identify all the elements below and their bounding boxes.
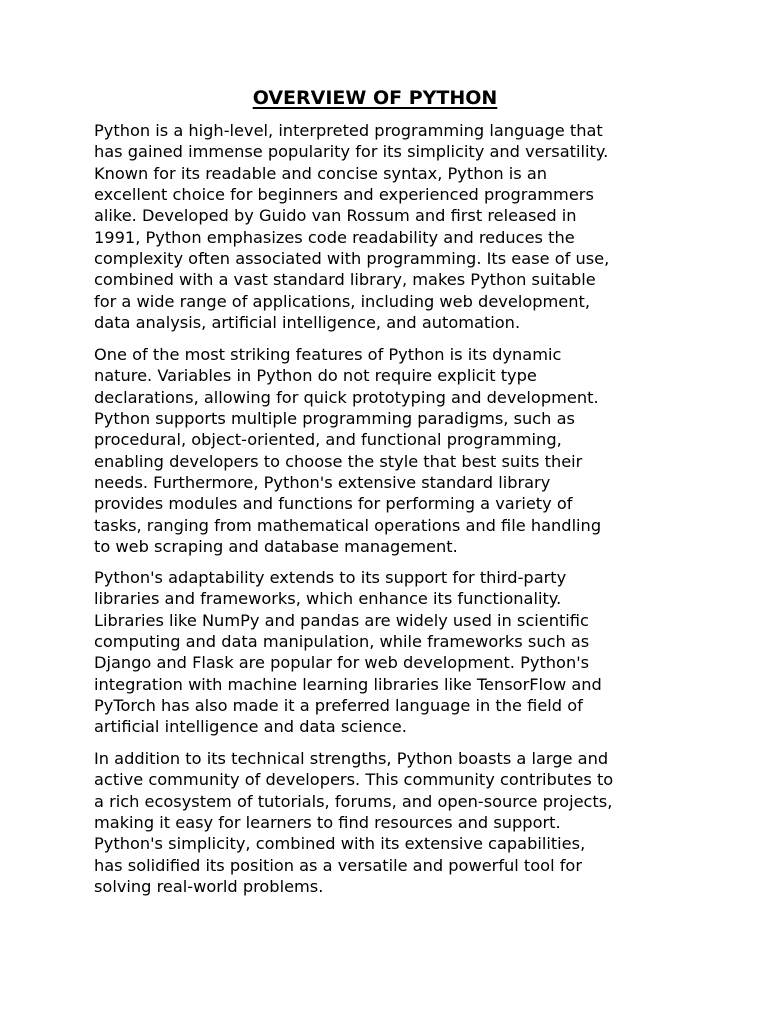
paragraph-line: to web scraping and database management. xyxy=(94,537,458,557)
paragraph-line: nature. Variables in Python do not require explicit type xyxy=(94,366,537,386)
paragraph-community xyxy=(94,748,694,897)
paragraph-line: Django and Flask are popular for web development. Python's xyxy=(94,653,590,673)
paragraph-line: a rich ecosystem of tutorials, forums, and open-source projects, xyxy=(94,791,613,811)
paragraph-line: procedural, object-oriented, and functional programming, xyxy=(94,430,562,450)
paragraph-line: needs. Furthermore, Python's extensive standard library xyxy=(94,473,551,493)
paragraph-line: computing and data manipulation, while frameworks such as xyxy=(94,632,590,652)
paragraph-dynamic-nature xyxy=(94,344,694,557)
paragraph-line: excellent choice for beginners and experienced programmers xyxy=(94,185,594,205)
paragraph-line: has gained immense popularity for its simplicity and versatility. xyxy=(94,142,609,162)
paragraph-line: complexity often associated with programming. Its ease of use, xyxy=(94,249,610,269)
paragraph-line: PyTorch has also made it a preferred language in the field of xyxy=(94,696,583,716)
paragraph-line: Python's adaptability extends to its support for third-party xyxy=(94,568,567,587)
paragraph-libraries xyxy=(94,567,694,738)
paragraph-line: declarations, allowing for quick prototyping and development. xyxy=(94,387,599,407)
paragraph-line: solving real-world problems. xyxy=(94,877,324,897)
paragraph-line: In addition to its technical strengths, Python boasts a large and xyxy=(94,749,609,768)
paragraph-line: has solidified its position as a versatile and powerful tool for xyxy=(94,855,582,875)
paragraph-line: Python supports multiple programming paradigms, such as xyxy=(94,409,575,429)
paragraph-line: One of the most striking features of Python is its dynamic xyxy=(94,345,562,364)
paragraph-line: enabling developers to choose the style that best suits their xyxy=(94,451,583,471)
paragraph-line: provides modules and functions for performing a variety of xyxy=(94,494,573,514)
document-title: OVERVIEW OF PYTHON xyxy=(252,87,498,109)
paragraph-line: artificial intelligence and data science. xyxy=(94,717,407,737)
paragraph-line: active community of developers. This community contributes to xyxy=(94,770,614,790)
paragraph-line: Python's simplicity, combined with its extensive capabilities, xyxy=(94,834,586,854)
paragraph-line: tasks, ranging from mathematical operations and file handling xyxy=(94,515,602,535)
paragraph-line: libraries and frameworks, which enhance its functionality. xyxy=(94,589,562,609)
paragraph-line: integration with machine learning libraries like TensorFlow and xyxy=(94,674,602,694)
paragraph-line: combined with a vast standard library, makes Python suitable xyxy=(94,270,596,290)
paragraph-line: making it easy for learners to find resources and support. xyxy=(94,813,561,833)
paragraph-line: data analysis, artificial intelligence, and automation. xyxy=(94,313,521,333)
paragraph-line: Known for its readable and concise syntax, Python is an xyxy=(94,163,548,183)
paragraph-introduction xyxy=(94,120,694,333)
paragraph-line: Python is a high-level, interpreted programming language that xyxy=(94,121,603,140)
paragraph-line: for a wide range of applications, including web development, xyxy=(94,291,590,311)
paragraph-line: 1991, Python emphasizes code readability and reduces the xyxy=(94,227,575,247)
paragraph-line: Libraries like NumPy and pandas are widely used in scientific xyxy=(94,610,589,630)
paragraph-line: alike. Developed by Guido van Rossum and first released in xyxy=(94,206,577,226)
